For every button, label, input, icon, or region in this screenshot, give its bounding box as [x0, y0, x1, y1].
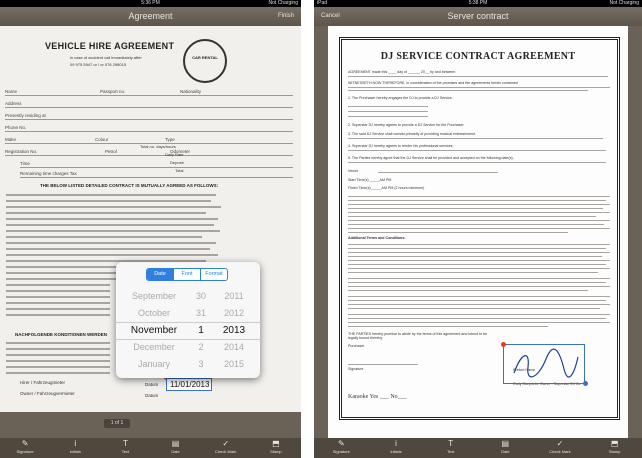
text-line: [348, 196, 610, 197]
company-stamp: [183, 39, 227, 83]
printed-name-label: Printed Name: [513, 368, 535, 372]
text-line: [348, 314, 610, 315]
date-field[interactable]: 11/01/2013: [166, 378, 212, 391]
wheel-item-selected[interactable]: 2013: [222, 325, 246, 336]
text-line: [6, 366, 110, 368]
text-line: [348, 138, 603, 139]
text-line: [348, 326, 548, 327]
doc-line: AGREEMENT made this ____ day of ______ 20__ by and between: [348, 70, 456, 74]
field-label: Nationality: [180, 89, 202, 94]
text-line: [348, 264, 606, 265]
form-line-charges: [20, 171, 293, 178]
check-mark-icon: ✓: [556, 439, 564, 448]
field-label: Colour: [95, 137, 109, 142]
text-line: [348, 304, 610, 305]
text-line: [348, 300, 606, 301]
text-line: [348, 116, 428, 117]
field-label: Odometer: [170, 149, 191, 154]
text-line: [348, 76, 608, 77]
date-tool[interactable]: [489, 438, 521, 458]
status-battery: Not Charging: [609, 0, 639, 6]
text-line: [6, 236, 202, 238]
text-line: [348, 216, 596, 217]
check-mark-icon: ✓: [222, 439, 230, 448]
text-line: [6, 224, 214, 226]
date-picker-popover[interactable]: [116, 262, 260, 378]
doc-line: 3. The said DJ Service shall consist primarily of providing musical entertainment.: [348, 132, 476, 136]
form-line-name: [5, 89, 293, 96]
stamp-icon: ⬒: [272, 439, 280, 448]
datum-label-2: Datum: [145, 393, 159, 398]
picker-segmented-control[interactable]: [146, 268, 228, 281]
text-line: [6, 360, 110, 362]
status-time: 5:38 PM: [468, 0, 488, 6]
nav-title: Server contract: [447, 11, 509, 21]
field-label: Passport no.: [100, 89, 126, 94]
text-icon: T: [122, 439, 128, 448]
text-line: [348, 364, 418, 365]
text-line: [6, 308, 110, 310]
text-line: [348, 260, 610, 261]
text-line: [348, 200, 606, 201]
text-line: [348, 252, 610, 253]
text-line: [6, 200, 211, 202]
text-line: [348, 244, 610, 245]
left-app-pane: [0, 0, 301, 458]
field-label: Make: [5, 137, 17, 142]
tool-label: Date: [501, 449, 510, 454]
initials-tool[interactable]: [380, 438, 412, 458]
nav-bar: [0, 7, 301, 26]
stamp-tool[interactable]: [599, 438, 631, 458]
date-tool[interactable]: [160, 438, 192, 458]
wheel-item[interactable]: 2: [198, 342, 204, 352]
form-line-phone: [5, 125, 293, 132]
month-wheel[interactable]: [124, 288, 184, 374]
document-page[interactable]: [328, 26, 628, 438]
signature-placement-box[interactable]: [503, 344, 585, 384]
day-wheel[interactable]: [188, 288, 214, 374]
text-line: [6, 290, 110, 292]
tool-label: Text: [121, 449, 130, 454]
purchaser-label: Purchaser: [348, 344, 365, 348]
status-bar: [314, 0, 642, 7]
text-line: [348, 220, 610, 221]
doc-line: WITNESSETH NOW THEREFORE, in consideration of the promises and the agreements herein contained: [348, 81, 518, 85]
nav-title: Agreement: [128, 11, 173, 21]
field-deposit: Deposit: [170, 160, 184, 165]
text-line: [6, 254, 218, 256]
tab-format[interactable]: Format: [201, 269, 227, 280]
text-line: [348, 90, 588, 91]
text-line: [348, 204, 610, 205]
wheel-item[interactable]: 3: [198, 359, 204, 369]
text-line: [6, 354, 110, 356]
hirer-signature-label: Hirer / Fahrzeugmieter: [20, 380, 66, 385]
additional-terms-heading: Additional Terms and Conditions:: [348, 236, 406, 240]
year-wheel[interactable]: [218, 288, 250, 374]
stamp-tool[interactable]: [260, 438, 292, 458]
wheel-item[interactable]: 2011: [224, 291, 244, 301]
wheel-item[interactable]: December: [133, 342, 175, 352]
stamp-icon: ⬒: [610, 439, 619, 448]
tool-label: Check Mark: [215, 449, 237, 454]
text-line: [348, 318, 606, 319]
text-line: [348, 87, 610, 88]
field-label: Type: [165, 137, 175, 142]
text-line: [348, 268, 610, 269]
tool-label: Initials: [69, 449, 81, 454]
field-label: Presently residing at: [5, 113, 46, 118]
resize-handle-bottom-right[interactable]: [583, 381, 588, 386]
check-mark-tool[interactable]: [544, 438, 576, 458]
text-line: [348, 162, 606, 163]
field-label: Registration No.: [5, 149, 38, 154]
status-time: 5:36 PM: [141, 0, 160, 6]
text-line: [348, 278, 610, 279]
signature-label: Signature: [348, 367, 364, 371]
tab-font[interactable]: Font: [174, 269, 201, 280]
wheel-item[interactable]: January: [137, 359, 171, 369]
text-line: [348, 150, 606, 151]
text-line: [348, 228, 610, 229]
tool-label: Date: [171, 449, 180, 454]
text-line: [6, 218, 218, 220]
wheel-item[interactable]: October: [137, 308, 170, 318]
text-line: [6, 342, 110, 344]
wheel-item[interactable]: 2012: [223, 308, 245, 318]
text-line: [6, 284, 110, 286]
section-heading: THE BELOW LISTED DETAILED CONTRACT IS MUTUALLY AGREED AS FOLLOWS:: [40, 183, 219, 188]
signature-icon: ✎: [337, 439, 345, 448]
parties-clause: THE PARTIES hereby promise to abide by the terms of this agreement and intend to be legally bound thereby.: [348, 332, 488, 340]
start-time-label: Start Time(s) _____AM PM: [348, 178, 392, 182]
stamp-text: CAR RENTAL: [192, 55, 218, 60]
text-line: [348, 272, 598, 273]
finish-time-label: Finish Time(s) _____AM PM (2 hours minimum): [348, 186, 425, 190]
text-line: [348, 308, 600, 309]
field-daily-rate: Daily Rate: [165, 152, 184, 157]
text-line: [348, 248, 606, 249]
check-mark-tool[interactable]: [210, 438, 242, 458]
owner-signature-label: Owner / Fahrzeugvermieter: [20, 391, 75, 396]
field-label: Address: [5, 101, 22, 106]
signature-icon: ✎: [21, 439, 29, 448]
field-label: Remaining time charges Tax: [20, 171, 77, 176]
field-total: Total: [175, 168, 184, 173]
form-line-address: [5, 101, 293, 108]
bottom-toolbar: [314, 438, 642, 458]
wheel-item-selected[interactable]: 1: [198, 325, 204, 336]
tool-label: Check Mark: [549, 449, 571, 454]
text-line: [6, 348, 110, 350]
owner-name: Rudy Guzprieto, Owner - Superstar DJ Co.: [513, 382, 582, 386]
status-bar: [0, 0, 301, 7]
initials-icon: i: [395, 439, 397, 448]
tool-label: Signature: [16, 449, 34, 454]
form-line-residing: [5, 113, 293, 120]
cancel-button[interactable]: Cancel: [321, 13, 340, 19]
document-subtitle: in case of accident call immediately after: [70, 55, 142, 60]
text-line: [6, 206, 221, 208]
text-line: [348, 322, 610, 323]
initials-tool[interactable]: [59, 438, 91, 458]
text-line: [6, 314, 110, 316]
text-tool[interactable]: [109, 438, 141, 458]
karaoke-option: Karaoke Yes ___ No___: [348, 394, 407, 400]
signature-tool[interactable]: [325, 438, 357, 458]
venue-label: Venue: [348, 169, 359, 173]
document-title: DJ SERVICE CONTRACT AGREEMENT: [380, 51, 576, 62]
tab-date[interactable]: Date: [147, 269, 174, 280]
text-line: [348, 106, 428, 107]
text-line: [348, 256, 602, 257]
field-label: Name: [5, 89, 18, 94]
text-line: [6, 296, 110, 298]
tool-label: Stamp: [270, 449, 282, 454]
text-line: [348, 290, 588, 291]
doc-line: 4. Superstar DJ hereby agrees to render his professional services.: [348, 144, 454, 148]
text-line: [348, 232, 568, 233]
signature-tool[interactable]: [9, 438, 41, 458]
text-line: [6, 242, 216, 244]
form-line-vehicle: [5, 137, 293, 144]
text-line: [348, 282, 606, 283]
bottom-toolbar: [0, 438, 301, 458]
text-line: [6, 372, 110, 374]
tool-label: Text: [446, 449, 455, 454]
text-icon: T: [448, 439, 454, 448]
nav-bar: [314, 7, 642, 26]
calendar-icon: ▤: [171, 439, 180, 448]
wheel-item[interactable]: 31: [195, 308, 206, 318]
wheel-item-selected[interactable]: November: [130, 325, 178, 336]
text-line: [6, 302, 110, 304]
page-indicator: 1 of 1: [104, 419, 130, 428]
document-title: VEHICLE HIRE AGREEMENT: [45, 41, 175, 51]
field-label: Time: [20, 161, 30, 166]
finish-button[interactable]: Finish: [277, 13, 294, 19]
text-line: [348, 212, 610, 213]
initials-icon: i: [74, 439, 77, 448]
tool-label: Stamp: [608, 449, 621, 454]
right-app-pane: [314, 0, 642, 458]
text-line: [6, 248, 210, 250]
doc-line: 1. The Purchaser hereby engages the DJ to provide a DJ Service.: [348, 96, 453, 100]
text-line: [348, 224, 604, 225]
status-device: iPad: [317, 0, 328, 6]
text-tool[interactable]: [435, 438, 467, 458]
wheel-item[interactable]: 30: [195, 291, 206, 301]
status-battery: Not Charging: [268, 0, 298, 6]
text-line: [6, 212, 206, 214]
text-line: [6, 194, 216, 196]
text-line: [348, 208, 603, 209]
handwritten-signature: [504, 345, 584, 383]
section-heading-german: NACHFOLGENDE KONDITIONEN WERDEN: [15, 332, 107, 337]
form-line-time: [20, 161, 293, 168]
tool-label: Signature: [332, 449, 350, 454]
wheel-item[interactable]: 2015: [223, 359, 245, 369]
text-line: [348, 111, 428, 112]
form-line-registration: [5, 149, 293, 156]
tool-label: Initials: [390, 449, 402, 454]
datum-label: Datum: [145, 382, 159, 387]
text-line: [6, 230, 220, 232]
doc-line: 2. Superstar DJ hereby agrees to provide a DJ Service for the Purchaser.: [348, 123, 465, 127]
text-line: [348, 296, 610, 297]
field-label: Phone No.: [5, 125, 27, 130]
document-phone: 09 975 5947 or / or 076 298015: [70, 62, 127, 67]
calendar-icon: ▤: [501, 439, 510, 448]
doc-line: 5. The Parties hereby agree that the DJ Service shall be provided and accepted on the following date(s).: [348, 156, 514, 160]
field-total-days: Total no. days/hours: [140, 144, 176, 149]
wheel-item[interactable]: September: [131, 291, 177, 301]
wheel-item[interactable]: 2014: [223, 342, 245, 352]
field-label: Petrol: [105, 149, 117, 154]
text-line: [378, 172, 498, 173]
resize-handle-top-left[interactable]: [501, 342, 506, 347]
text-line: [348, 286, 610, 287]
